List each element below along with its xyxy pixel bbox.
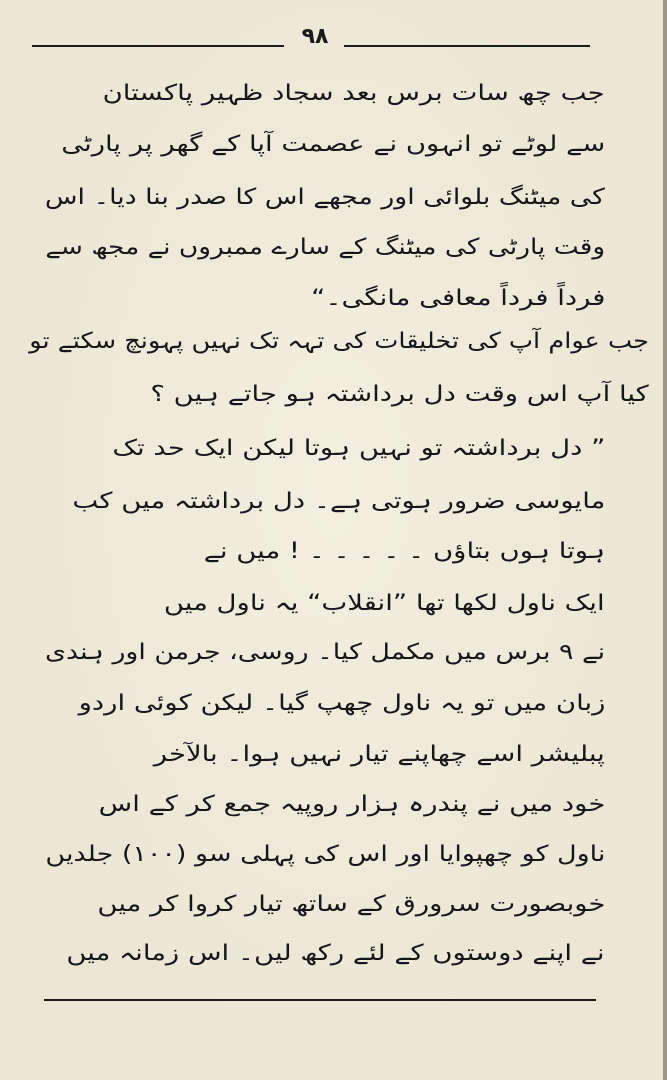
text-line: نے اپنے دوستوں کے لئے رکھ لیں۔ اس زمانہ میں: [66, 941, 605, 966]
text-line: کی میٹنگ بلوائی اور مجھے اس کا صدر بنا دیا۔ اس: [45, 185, 605, 210]
text-line: ” دل برداشتہ تو نہیں ہوتا لیکن ایک حد تک: [112, 436, 605, 461]
header-rule-left: [32, 45, 284, 47]
text-line: سے لوٹے تو انہوں نے عصمت آپا کے گھر پر پارٹی: [60, 132, 605, 157]
footer-rule: [44, 999, 596, 1001]
text-line: فرداً فرداً معافی مانگی۔“: [310, 286, 605, 311]
header-rule-right: [344, 45, 590, 47]
text-line: ایک ناول لکھا تھا ”انقلاب“ یہ ناول میں: [164, 591, 605, 616]
text-line: خود میں نے پندرہ ہزار روپیہ جمع کر کے اس: [98, 792, 605, 817]
text-line: کیا آپ اس وقت دل برداشتہ ہو جاتے ہیں ؟: [150, 382, 649, 407]
text-line: پبلیشر اسے چھاپنے تیار نہیں ہوا۔ بالآخر: [153, 742, 605, 767]
text-line: نے ۹ برس میں مکمل کیا۔ روسی، جرمن اور ہندی: [44, 640, 605, 665]
text-line: ہوتا ہوں بتاؤں ۔ ۔ ۔ ۔ ۔ ! میں نے: [203, 539, 605, 564]
text-line: خوبصورت سرورق کے ساتھ تیار کروا کر میں: [96, 892, 605, 917]
text-line: زبان میں تو یہ ناول چھپ گیا۔ لیکن کوئی اردو: [78, 691, 605, 716]
page-edge: [663, 0, 667, 1080]
text-line: جب عوام آپ کی تخلیقات کی تہہ تک نہیں پہونچ سکتے تو: [29, 329, 649, 354]
page-number: ۹۸: [301, 24, 329, 49]
text-line: ناول کو چھپوایا اور اس کی پہلی سو (۱۰۰) جلدیں: [44, 842, 606, 867]
text-line: مایوسی ضرور ہوتی ہے۔ دل برداشتہ میں کب: [72, 489, 605, 514]
text-line: جب چھ سات برس بعد سجاد ظہیر پاکستان: [102, 81, 605, 106]
text-line: وقت پارٹی کی میٹنگ کے سارے ممبروں نے مجھ سے: [45, 235, 605, 260]
